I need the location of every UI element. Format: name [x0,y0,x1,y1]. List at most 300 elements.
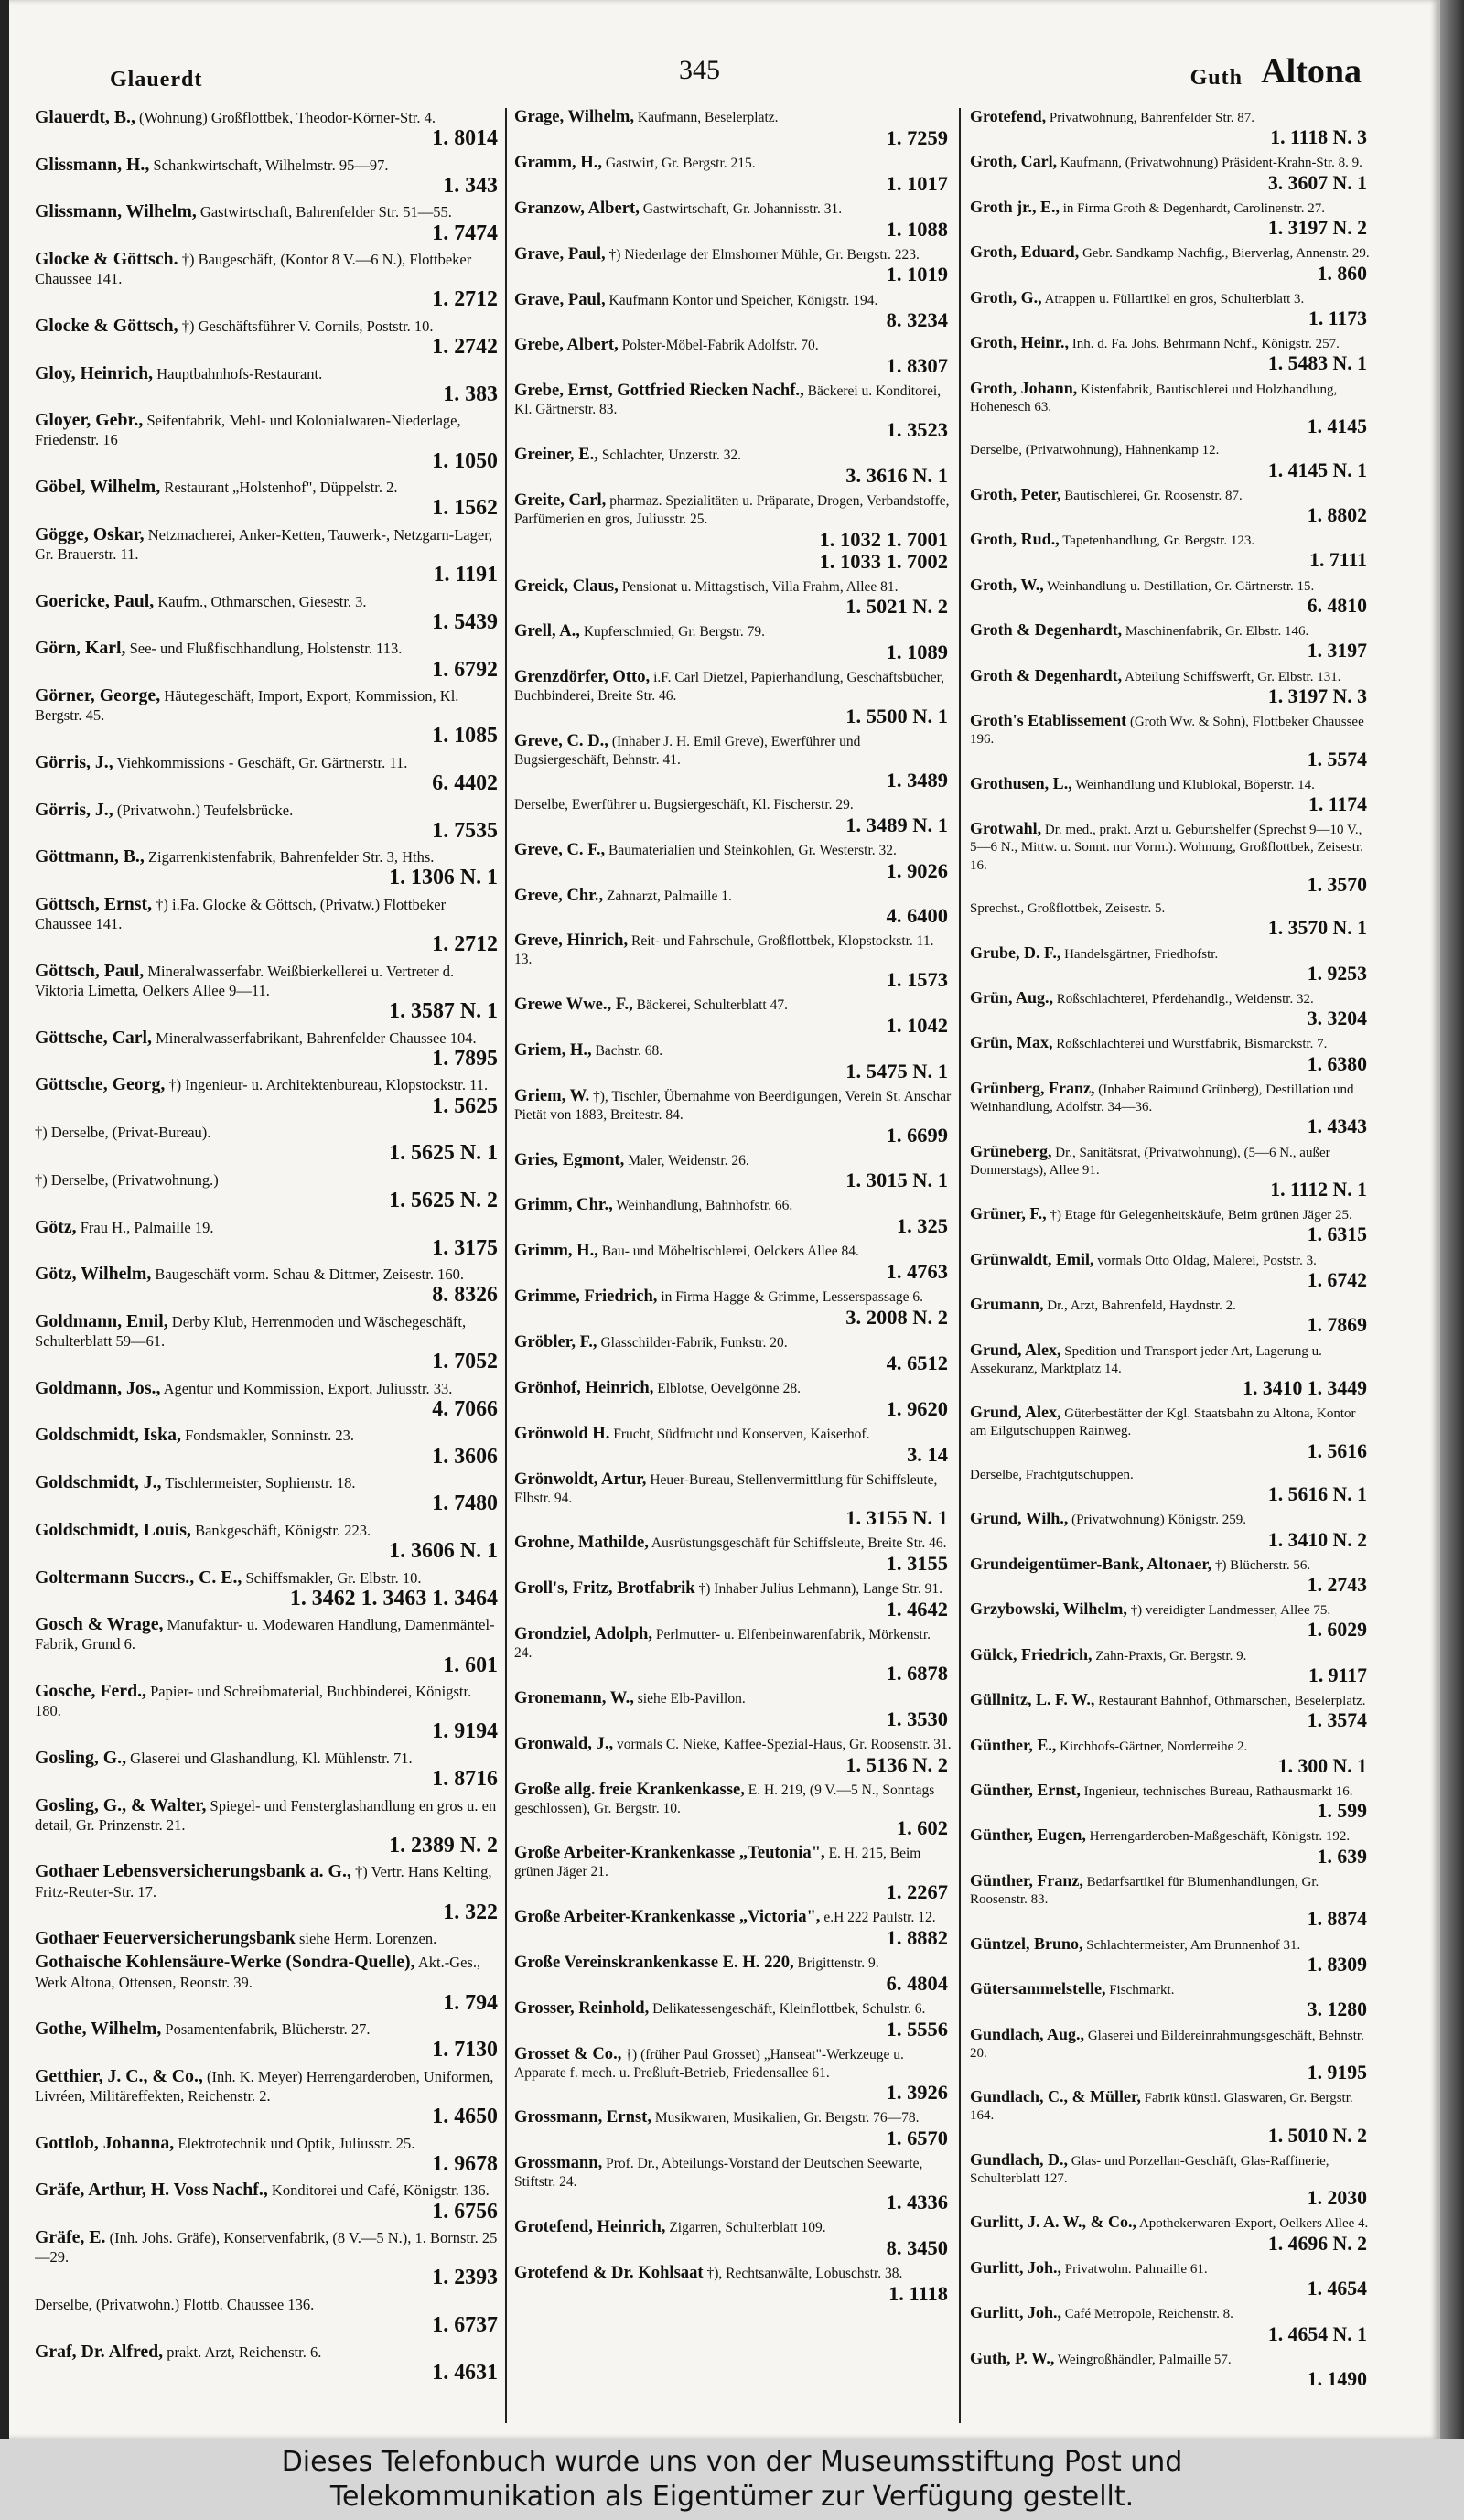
entry-details: Maschinenfabrik, Gr. Elbstr. 146. [1125,624,1309,640]
phone-number: 1. 2743 [1307,1573,1367,1596]
phone-number: 1. 6029 [1307,1619,1367,1642]
entry-name: Groth, Eduard, [970,242,1080,262]
phone-number: 8. 3450 [886,2235,948,2259]
entry-details: Inh. d. Fa. Johs. Behrmann Nchf., Königstr. 257. [1071,337,1340,352]
entry-details: †) Derselbe, (Privat-Bureau). [35,1124,211,1142]
directory-entry [35,2181,501,2224]
entry-name: Görris, J., [35,751,113,772]
entry-details: Dr., Arzt, Bahrenfeld, Haydnstr. 2. [1047,1298,1236,1314]
directory-entry [514,382,952,441]
entry-details: †) Blücherstr. 56. [1214,1557,1311,1573]
phone-number: 1. 1017 [886,171,948,195]
directory-entry [35,686,501,748]
directory-columns [35,108,1371,2423]
entry-details: Spiegel- und Fensterglashandlung en gros u. en detail, Gr. Prinzenstr. 21. [35,1796,497,1834]
entry-details: Delikatessengeschäft, Kleinflottbek, Schulstr. 6. [652,2000,926,2017]
phone-number: 1. 3197 N. 3 [1267,684,1367,707]
entry-details: Café Metropole, Reichenstr. 8. [1064,2307,1233,2322]
phone-number: 1. 7111 [1309,549,1367,572]
entry-details: Frau H., Palmaille 19. [80,1218,214,1236]
phone-number: 1. 8014 [432,126,498,151]
directory-entry [514,1196,952,1237]
entry-name: Gundlach, D., [970,2149,1069,2169]
entry-name: Grage, Wilhelm, [514,108,635,126]
phone-number: 1. 2712 [432,287,498,312]
entry-name: Gütersammelstelle, [970,1979,1106,1998]
directory-entry [970,1600,1371,1641]
directory-entry [35,1568,501,1611]
directory-entry [35,1862,501,1924]
entry-name: Grünberg, Franz, [970,1078,1095,1097]
directory-entry [970,820,1371,896]
entry-name: Groth, G., [970,287,1042,307]
directory-entry [35,1170,501,1213]
entry-name: Groth's Etablissement [970,711,1127,730]
phone-number: 1. 1042 [886,1013,948,1037]
phone-number: 1. 5475 N. 1 [845,1059,948,1082]
phone-number: 1. 6737 [432,2313,498,2338]
entry-details: E. H. 215, Beim grünen Jäger 21. [514,1846,921,1880]
phone-number: 1. 383 [443,382,498,406]
entry-name: Grave, Paul, [514,289,606,309]
entry-name: Göttsche, Carl, [35,1027,152,1048]
header-first-entry: Glauerdt [110,68,203,92]
entry-name: Götz, Wilhelm, [35,1264,152,1285]
directory-entry [514,622,952,663]
entry-name: Griem, H., [514,1040,592,1060]
directory-entry [514,2154,952,2213]
entry-name: Groll's, Fritz, Brotfabrik [514,1578,695,1599]
entry-name: Grebe, Ernst, Gottfried Riecken Nachf., [514,381,804,401]
phone-number: 1. 7052 [432,1350,498,1374]
phone-number: 1. 3410 N. 2 [1267,1528,1367,1551]
entry-details: Güterbestätter der Kgl. Staatsbahn zu Altona, Kontor am Eilgutschuppen Rainweg. [970,1406,1356,1439]
directory-entry [514,291,952,332]
directory-entry [35,317,501,360]
entry-details: Weinhandlung und Klublokal, Böperstr. 14. [1075,777,1315,792]
entry-name: Große allg. freie Krankenkasse, [514,1779,745,1799]
directory-entry [514,1242,952,1283]
directory-entry [970,2259,1371,2299]
entry-details: vormals C. Nieke, Kaffee-Spezial-Haus, Gr. Roosenstr. 31. [617,1736,952,1752]
directory-entry [35,962,501,1024]
entry-details: Polster-Möbel-Fabrik Adolfstr. 70. [621,338,819,354]
directory-entry [35,2134,501,2177]
directory-entry [970,576,1371,617]
entry-name: Gräfe, Arthur, H. Voss Nachf., [35,2180,268,2201]
entry-name: Grimm, Chr., [514,1195,613,1215]
phone-number: 1. 3574 [1307,1709,1367,1732]
directory-entry [970,1341,1371,1400]
directory-entry [970,621,1371,662]
entry-name: Glocke & Göttsch, [35,315,178,336]
entry-details: Fondsmakler, Sonninstr. 23. [185,1427,355,1445]
entry-details: †) Vertr. Hans Kelting, Fritz-Reuter-Str. 17. [35,1863,492,1901]
directory-entry [514,1333,952,1374]
phone-number: 1. 325 [896,1214,948,1238]
entry-name: Grundeigentümer-Bank, Altonaer, [970,1554,1212,1573]
entry-details: Kaufm., Othmarschen, Giesestr. 3. [157,592,367,610]
entry-name: Glissmann, H., [35,154,150,175]
entry-details: Häutegeschäft, Import, Export, Kommission, Kl. Bergstr. 45. [35,687,459,725]
entry-details: Derselbe, Frachtgutschuppen. [970,1467,1134,1482]
entry-name: Greve, C. D., [514,731,608,751]
entry-details: †), Tischler, Übernahme von Beerdigungen, Verein St. Anschar Pietät von 1883, Breitestr. 84. [514,1088,952,1123]
phone-number: 1. 5021 N. 2 [845,595,948,619]
entry-details: Roßschlachterei, Pferdehandlg., Weidenstr. 32. [1056,991,1314,1007]
directory-entry [514,932,952,991]
entry-details: Herrengarderoben-Maßgeschäft, Königstr. 192. [1089,1829,1351,1845]
directory-entry [970,2213,1371,2254]
directory-entry [970,2088,1371,2147]
directory-entry [35,639,501,682]
directory-entry [35,2067,501,2129]
entry-name: Grosser, Reinhold, [514,1998,650,2018]
phone-number: 1. 322 [443,1900,498,1924]
phone-number: 1. 3570 N. 1 [1267,917,1367,940]
entry-details: Tischlermeister, Sophienstr. 18. [165,1474,356,1492]
entry-details: Glaserei und Glashandlung, Kl. Mühlenstr. 71. [130,1749,413,1767]
directory-entry [514,491,952,573]
footer-line-2: Telekommunikation als Eigentümer zur Verfügung gestellt. [329,2480,1135,2513]
phone-number: 1. 2030 [1307,2187,1367,2210]
entry-name: Grell, A., [514,621,580,641]
entry-name: Grund, Alex, [970,1340,1061,1359]
phone-number: 1. 4145 N. 1 [1267,458,1367,481]
page-number: 345 [679,55,720,85]
entry-name: Grewe Wwe., F., [514,995,633,1015]
entry-name: Gothaer Feuerversicherungsbank [35,1928,296,1949]
directory-entry [514,1379,952,1420]
header-city: Altona [1261,52,1362,91]
entry-name: Gloy, Heinrich, [35,362,154,383]
phone-number: 1. 2389 N. 2 [389,1833,498,1858]
entry-details: Viehkommissions - Geschäft, Gr. Gärtnerstr. 11. [116,753,408,771]
directory-entry [970,1034,1371,1074]
entry-name: Grönwold H. [514,1423,610,1443]
entry-name: Goldschmidt, Louis, [35,1519,191,1540]
directory-entry [514,108,952,149]
entry-details: Elblotse, Oevelgönne 28. [657,1380,801,1396]
entry-name: Güntzel, Bruno, [970,1933,1083,1953]
header-last-entry: Guth [1190,66,1243,90]
entry-name: Getthier, J. C., & Co., [35,2065,203,2086]
entry-details: Tapetenhandlung, Gr. Bergstr. 123. [1062,533,1255,549]
directory-entry [35,1615,501,1677]
phone-number: 3. 14 [907,1442,948,1466]
phone-number: 1. 5616 N. 1 [1267,1483,1367,1506]
entry-name: Graf, Dr. Alfred, [35,2341,164,2362]
entry-details: Zahn-Praxis, Gr. Bergstr. 9. [1095,1648,1247,1664]
directory-entry [35,895,501,957]
entry-details: Bedarfsartikel für Blumenhandlungen, Gr. Roosenstr. 83. [970,1874,1319,1908]
entry-name: Gloyer, Gebr., [35,410,144,431]
entry-details: (Wohnung) Großflottbek, Theodor-Körner-Str. 4. [139,109,436,126]
entry-details: †) (früher Paul Grosset) „Hanseat"-Werkzeuge u. Apparate f. mech. u. Preßluft-Betrieb, Friedensallee 61. [514,2046,904,2081]
entry-name: Grund, Alex, [970,1403,1061,1422]
directory-entry [970,531,1371,571]
directory-entry [514,668,952,727]
phone-number: 1. 1191 [433,563,498,587]
entry-name: Griem, W. [514,1085,590,1105]
directory-entry [35,108,501,151]
directory-entry [514,1954,952,1995]
entry-details: Papier- und Schreibmaterial, Buchbinderei, Königstr. 180. [35,1683,472,1720]
entry-name: Gronwald, J., [514,1733,614,1753]
entry-details: Spedition und Transport jeder Art, Lagerung u. Assekuranz, Marktplatz 14. [970,1343,1322,1376]
directory-entry [514,154,952,195]
entry-name: Grenzdörfer, Otto, [514,667,651,687]
entry-details: Posamentenfabrik, Blücherstr. 27. [165,2020,371,2039]
entry-details: Musikwaren, Musikalien, Gr. Bergstr. 76—78. [654,2110,920,2127]
entry-name: Goldschmidt, Iska, [35,1425,181,1446]
directory-entry [970,1080,1371,1138]
phone-number: 1. 7535 [432,818,498,843]
entry-name: Grebe, Albert, [514,335,619,355]
directory-entry [970,989,1371,1029]
phone-number: 1. 9678 [432,2151,498,2176]
entry-name: Grosset & Co., [514,2043,622,2063]
phone-number: 1. 3175 [432,1235,498,1260]
entry-name: Groth, Heinr., [970,333,1070,352]
phone-number: 1. 2393 [432,2266,498,2290]
entry-name: Gundlach, Aug., [970,2024,1085,2043]
phone-number: 1. 602 [896,1816,948,1840]
directory-entry [970,1143,1371,1201]
directory-entry [970,1404,1371,1462]
entry-name: Gurlitt, J. A. W., & Co., [970,2213,1137,2232]
directory-entry [514,796,952,836]
phone-number: 1. 3523 [886,417,948,441]
phone-number: 1. 6380 [1307,1052,1367,1075]
phone-number: 3. 3607 N. 1 [1267,171,1367,194]
entry-details: Roßschlachterei und Wurstfabrik, Bismarckstr. 7. [1056,1037,1328,1052]
entry-details: (Inhaber J. H. Emil Greve), Ewerführer und Bugsiergeschäft, Behnstr. 41. [514,734,861,768]
directory-entry [35,1521,501,1564]
entry-name: Glauerdt, B., [35,108,135,127]
entry-name: Große Vereinskrankenkasse E. H. 220, [514,1952,794,1972]
entry-details: †) Niederlage der Elmshorner Mühle, Gr. Bergstr. 223. [608,246,920,263]
entry-name: Grohne, Mathilde, [514,1533,649,1553]
phone-number: 1. 3606 [432,1444,498,1469]
directory-entry [514,446,952,487]
entry-name: Grondziel, Adolph, [514,1624,653,1644]
footer-line-1: Dieses Telefonbuch wurde uns von der Museumsstiftung Post und [281,2445,1183,2478]
phone-number: 1. 9620 [886,1396,948,1420]
entry-details: Konditorei und Café, Königstr. 136. [271,2181,490,2200]
phone-number: 1. 794 [443,1990,498,2015]
phone-number: 1. 9194 [432,1719,498,1744]
entry-name: Groth, W., [970,575,1044,594]
phone-number: 1. 300 N. 1 [1277,1754,1367,1777]
phone-number: 1. 3410 1. 3449 [1243,1376,1367,1399]
phone-number: 1. 5483 N. 1 [1267,352,1367,375]
directory-entry [35,592,501,635]
directory-entry [970,712,1371,770]
entry-name: Gosling, G., & Walter, [35,1794,207,1815]
entry-name: Gräfe, E. [35,2227,106,2248]
entry-name: Gröbler, F., [514,1332,597,1352]
entry-name: Gundlach, C., & Müller, [970,2087,1141,2106]
phone-number: 1. 4650 [432,2105,498,2129]
entry-details: Fischmarkt. [1109,1983,1175,1998]
entry-details: Dr., Sanitätsrat, (Privatwohnung), (5—6 N., außer Donnerstags), Allee 91. [970,1145,1330,1178]
directory-entry [514,245,952,286]
entry-name: Gosch & Wrage, [35,1614,164,1635]
directory-entry [35,1075,501,1118]
entry-name: Greve, Hinrich, [514,931,629,951]
phone-number: 1. 3197 [1307,640,1367,662]
entry-details: Ausrüstungsgeschäft für Schiffsleute, Breite Str. 46. [651,1535,947,1552]
directory-entry [970,667,1371,707]
directory-entry [514,887,952,928]
directory-entry [970,2151,1371,2210]
phone-number: 1. 3155 [886,1552,948,1576]
entry-name: Grün, Aug., [970,987,1054,1007]
column-right [970,108,1371,2423]
entry-name: Göttsch, Paul, [35,960,145,981]
entry-details: †) Inhaber Julius Lehmann), Lange Str. 91. [698,1581,942,1598]
entry-details: Mineralwasserfabrikant, Bahrenfelder Chaussee 104. [156,1028,477,1047]
directory-entry [35,1749,501,1792]
entry-name: Grünwaldt, Emil, [970,1249,1094,1268]
entry-details: Glaserei und Bildereinrahmungsgeschäft, Behnstr. 20. [970,2028,1364,2061]
entry-name: Grossmann, Ernst, [514,2107,651,2127]
directory-entry [35,1426,501,1469]
directory-entry [514,577,952,619]
entry-details: Seifenfabrik, Mehl- und Kolonialwaren-Niederlage, Friedenstr. 16 [35,412,461,449]
directory-entry [514,2108,952,2149]
entry-name: Günther, Eugen, [970,1825,1086,1845]
phone-number: 1. 601 [443,1653,498,1677]
entry-name: Görris, J., [35,799,113,820]
entry-details: Bäckerei, Schulterblatt 47. [636,997,788,1014]
phone-number: 1. 8874 [1307,1908,1367,1931]
entry-name: Goericke, Paul, [35,590,155,611]
entry-details: Fabrik künstl. Glaswaren, Gr. Bergstr. 164. [970,2091,1353,2124]
entry-details: (Privatwohnung) Königstr. 259. [1071,1513,1246,1528]
entry-details: Gastwirt, Gr. Bergstr. 215. [605,155,756,171]
phone-number: 1. 9195 [1307,2061,1367,2084]
entry-name: Gurlitt, Joh., [970,2303,1062,2322]
phone-number: 1. 1118 N. 3 [1270,126,1367,149]
entry-details: vormals Otto Oldag, Malerei, Poststr. 3. [1097,1253,1317,1268]
directory-entry [514,2264,952,2305]
directory-entry [35,2342,501,2385]
entry-details: Heuer-Bureau, Stellenvermittlung für Schiffsleute, Elbstr. 94. [514,1471,938,1506]
phone-number: 1. 5625 [432,1093,498,1118]
entry-name: Gothe, Wilhelm, [35,2019,162,2040]
phone-number: 1. 8882 [886,1925,948,1949]
phone-number: 1. 1033 1. 7002 [819,549,948,573]
directory-entry [970,1205,1371,1245]
phone-number: 1. 343 [443,173,498,198]
phone-number: 1. 7895 [432,1046,498,1071]
phone-number: 1. 6878 [886,1661,948,1685]
entry-details: Bau- und Möbeltischlerei, Oelckers Allee 84. [601,1244,859,1260]
entry-name: Grotwahl, [970,819,1042,838]
entry-details: siehe Elb-Pavillon. [637,1690,746,1707]
entry-name: Götz, [35,1216,77,1237]
directory-entry [35,250,501,312]
phone-number: 3. 1280 [1307,1998,1367,2021]
directory-entry [514,1735,952,1776]
entry-details: Kupferschmied, Gr. Bergstr. 79. [583,624,766,641]
entry-details: E. H. 219, (9 V.—5 N., Sonntags geschlossen), Gr. Bergstr. 10. [514,1782,935,1816]
entry-name: Günther, Franz, [970,1870,1083,1890]
entry-name: Gries, Egmont, [514,1149,625,1169]
entry-details: Brigittenstr. 9. [797,1955,879,1971]
phone-number: 1. 6570 [886,2127,948,2150]
entry-details: Bachstr. 68. [595,1043,663,1059]
directory-entry [970,944,1371,985]
entry-details: †) i.Fa. Glocke & Göttsch, (Privatw.) Flottbeker Chaussee 141. [35,896,447,933]
column-divider [959,108,961,2423]
page-edge-shadow [1440,0,1464,2439]
column-middle [514,108,952,2423]
entry-name: Göbel, Wilhelm, [35,477,161,498]
directory-entry [970,1556,1371,1596]
entry-name: Glocke & Göttsch. [35,249,178,270]
entry-name: Guth, P. W., [970,2348,1055,2367]
phone-number: 6. 4804 [886,1971,948,1995]
directory-entry [35,1265,501,1308]
entry-name: Gronemann, W., [514,1687,634,1707]
directory-entry [970,442,1371,480]
entry-name: Grotefend, Heinrich, [514,2217,666,2237]
directory-entry [970,2026,1371,2084]
directory-entry [35,1312,501,1374]
entry-details: Privatwohn. Palmaille 61. [1064,2261,1208,2277]
entry-details: Frucht, Südfrucht und Konserven, Kaiserhof. [613,1426,870,1442]
entry-details: Sprechst., Großflottbek, Zeisestr. 5. [970,901,1166,917]
directory-entry [35,1929,501,1948]
entry-name: Große Arbeiter-Krankenkasse „Teutonia", [514,1843,825,1863]
entry-details: †) Baugeschäft, (Kontor 8 V.—6 N.), Flottbeker Chaussee 141. [35,251,472,288]
entry-name: Grimm, H., [514,1241,598,1261]
entry-name: Günther, E., [970,1735,1057,1754]
phone-number: 1. 8309 [1307,1953,1367,1976]
entry-name: Groth, Rud., [970,530,1060,549]
phone-number: 4. 7066 [432,1396,498,1421]
entry-details: †) Geschäftsführer V. Cornils, Poststr. 10. [181,317,434,335]
entry-details: †), Rechtsanwälte, Lobuschstr. 38. [706,2265,903,2281]
entry-details: e.H 222 Paulstr. 12. [824,1910,936,1926]
phone-number: 1. 3489 N. 1 [845,813,948,836]
directory-entry [514,841,952,882]
entry-details: Bankgeschäft, Königstr. 223. [195,1521,371,1539]
entry-name: Groth & Degenhardt, [970,665,1123,684]
entry-details: Gastwirtschaft, Bahrenfelder Str. 51—55. [199,203,452,221]
entry-name: Grotefend, [970,108,1047,125]
phone-number: 6. 4810 [1307,594,1367,617]
phone-number: 1. 5625 N. 1 [389,1141,498,1166]
phone-number: 3. 3204 [1307,1007,1367,1030]
entry-details: Weinhandlung, Bahnhofstr. 66. [616,1198,793,1214]
directory-entry [970,1980,1371,2020]
phone-number: 1. 3926 [886,2081,948,2105]
entry-details: (Inh. K. Meyer) Herrengarderoben, Uniformen, Livréen, Militäreffekten, Reichenstr. 2. [35,2067,494,2105]
phone-number: 4. 6400 [886,904,948,928]
phone-number: 1. 8307 [886,354,948,378]
phone-number: 1. 7474 [432,221,498,245]
entry-details: in Firma Groth & Degenhardt, Carolinenstr. 27. [1062,200,1325,216]
phone-number: 1. 7259 [886,125,948,149]
phone-number: 1. 599 [1317,1800,1367,1823]
phone-number: 1. 2742 [432,335,498,360]
phone-number: 8. 8326 [432,1283,498,1308]
directory-entry [35,1473,501,1516]
